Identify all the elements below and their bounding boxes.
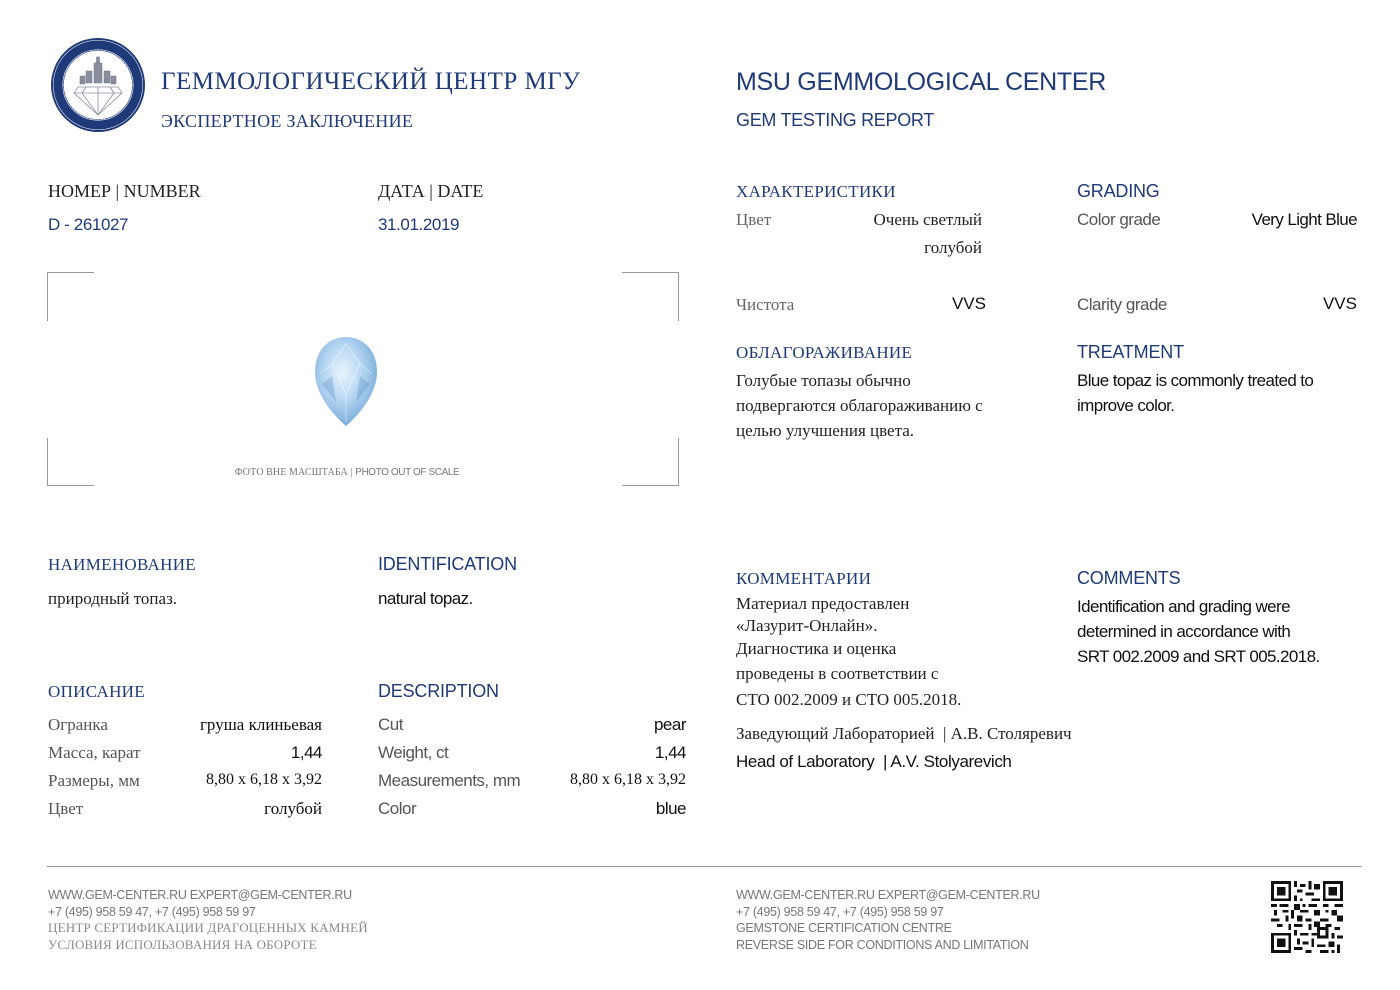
comments-text-en: Identification and grading were determined in accordance with SRT 002.2009 and SRT 005.2018. [1077,597,1320,666]
color-grade-label-ru: Цвет [736,210,772,229]
grading-heading-ru: ХАРАКТЕРИСТИКИ [736,182,896,201]
description-row-color-ru: Цвет голубой [48,799,322,818]
footer-right [736,887,1040,953]
clarity-grade-value-ru: VVS [951,294,986,313]
identification-heading-ru: НАИМЕНОВАНИЕ [48,555,196,574]
footer-divider [47,866,1362,867]
treatment-heading-en: TREATMENT [1077,342,1184,362]
identification-value-ru: природный топаз. [48,589,178,608]
description-heading-en: DESCRIPTION [378,681,499,701]
clarity-grade-value-en: VVS [1322,294,1357,313]
description-row-measurements-en: Measurements, mm 8,80 x 6,18 x 3,92 [378,771,686,790]
report-number-value: D - 261027 [48,215,129,234]
center-title-ru: ГЕММОЛОГИЧЕСКИЙ ЦЕНТР МГУ [161,68,581,95]
color-grade-value-en: Very Light Blue [1251,210,1357,229]
pear-blue-topaz-image [312,334,380,428]
report-type-en: GEM TESTING REPORT [736,110,934,130]
description-row-measurements-ru: Размеры, мм 8,80 x 6,18 x 3,92 [48,771,322,790]
description-row-cut-ru: Огранка груша клиньевая [48,715,322,734]
treatment-text-ru: Голубые топазы обычно подвергаются облагораживанию с целью улучшения цвета. [736,371,983,440]
description-row-weight-ru: Масса, карат 1,44 [48,743,322,762]
report-number-label: НОМЕР | NUMBER [48,181,201,201]
identification-value-en: natural topaz. [378,589,473,608]
description-heading-ru: ОПИСАНИЕ [48,682,145,701]
report-type-ru: ЭКСПЕРТНОЕ ЗАКЛЮЧЕНИЕ [161,111,414,131]
clarity-grade-label-ru: Чистота [736,295,795,314]
center-title-en: MSU GEMMOLOGICAL CENTER [736,68,1106,96]
description-row-weight-en: Weight, ct 1,44 [378,743,686,762]
signature-en: Head of Laboratory | A.V. Stolyarevich [736,752,1012,771]
description-row-color-en: Color blue [378,799,686,818]
footer-left-centre: ЦЕНТР СЕРТИФИКАЦИИ ДРАГОЦЕННЫХ КАМНЕЙ [48,920,368,935]
clarity-grade-label-en: Clarity grade [1077,295,1167,314]
footer-left-phones: +7 (495) 958 59 47, +7 (495) 958 59 97 [48,904,256,919]
grading-heading-en: GRADING [1077,181,1160,201]
treatment-text-en: Blue topaz is commonly treated to improve color. [1077,371,1314,415]
color-grade-value-ru: Очень светлый голубой [873,210,982,257]
msu-gemmological-center-seal-icon [50,37,146,133]
treatment-heading-ru: ОБЛАГОРАЖИВАНИЕ [736,343,913,362]
footer-right-conditions: REVERSE SIDE FOR CONDITIONS AND LIMITATION [736,937,1029,952]
footer-right-contacts: WWW.GEM-CENTER.RU EXPERT@GEM-CENTER.RU [736,888,1040,902]
footer-left [48,887,368,953]
footer-left-conditions: УСЛОВИЯ ИСПОЛЬЗОВАНИЯ НА ОБОРОТЕ [48,936,317,952]
photo-caption [0,467,694,478]
comments-heading-en: COMMENTS [1077,568,1181,588]
qr-code-icon [1271,881,1343,953]
report-date-label: ДАТА | DATE [378,181,484,201]
signature-ru: Заведующий Лабораторией | А.В. Столяревич [736,724,1072,743]
color-grade-label-en: Color grade [1077,210,1161,229]
comments-text-ru: Материал предоставлен «Лазурит-Онлайн». Диагностика и оценка проведены в соответствии с СТО 002.2009 и СТО 005.2018. [736,594,962,709]
description-row-cut-en: Cut pear [378,715,686,734]
comments-heading-ru: КОММЕНТАРИИ [736,569,872,588]
identification-heading-en: IDENTIFICATION [378,554,517,574]
footer-right-centre: GEMSTONE CERTIFICATION CENTRE [736,921,952,935]
footer-left-contacts: WWW.GEM-CENTER.RU EXPERT@GEM-CENTER.RU [48,888,352,902]
photo-caption-en: PHOTO OUT OF SCALE [355,467,460,478]
report-date-value: 31.01.2019 [378,215,460,234]
footer-right-phones: +7 (495) 958 59 47, +7 (495) 958 59 97 [736,904,944,919]
photo-caption-ru: ФОТО ВНЕ МАСШТАБА | [234,467,356,478]
